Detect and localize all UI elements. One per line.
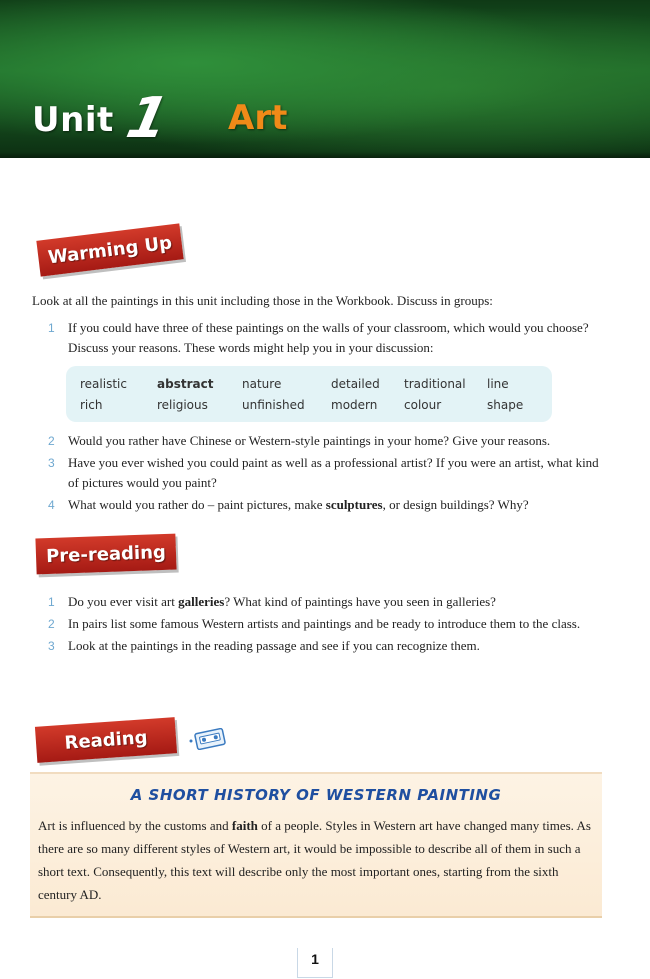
list-item: [48, 431, 600, 451]
question-text: Have you ever wished you could paint as well as a professional artist? If you were an artist, what kind of pictures would you paint?: [68, 455, 599, 490]
warming-up-intro: Look at all the paintings in this unit including those in the Workbook. Discuss in groups:: [32, 293, 493, 308]
vocab-word: colour: [404, 398, 442, 412]
unit-title: Art: [228, 98, 288, 138]
question-text: If you could have three of these paintings on the walls of your classroom, which would you choose? Discuss your reasons. These words might help you in your discussion:: [68, 320, 589, 355]
warming-up-question-1: [48, 318, 600, 360]
reading-bold-word: faith: [231, 818, 258, 833]
vocab-word: line: [487, 377, 509, 391]
question-bold-word: sculptures: [325, 497, 383, 512]
vocabulary-box: [66, 366, 552, 422]
list-item: [48, 614, 600, 634]
list-item: [48, 495, 600, 515]
reading-text-before: Art is influenced by the customs and: [38, 818, 232, 833]
vocab-word: nature: [242, 377, 282, 391]
question-text: Would you rather have Chinese or Western-style paintings in your home? Give your reasons.: [68, 433, 551, 448]
list-item: [48, 453, 600, 493]
vocab-word: rich: [80, 398, 103, 412]
question-text: In pairs list some famous Western artists and paintings and be ready to introduce them to the class.: [68, 616, 581, 631]
question-text: Look at the paintings in the reading passage and see if you can recognize them.: [68, 638, 480, 653]
unit-number: 1: [121, 86, 174, 151]
list-item: [48, 636, 600, 656]
page-number: 1: [297, 948, 333, 978]
reading-text-after: of a people. Styles in Western art have changed many times. As there are so many different styles of Western art, it would be impossible to describe all of them in such a short text. Consequently, this text will describe only the most important ones, starting from the sixth century AD.: [38, 818, 591, 902]
question-number: 2: [48, 434, 55, 448]
cassette-tape-icon: [188, 728, 226, 750]
question-text-before: What would you rather do – paint pictures, make: [68, 497, 326, 512]
vocab-word: abstract: [157, 377, 214, 391]
question-number: 4: [48, 498, 55, 512]
vocab-word: modern: [331, 398, 378, 412]
unit-label: Unit: [32, 100, 114, 140]
warming-up-banner: Warming Up: [36, 223, 183, 276]
question-bold-word: galleries: [178, 594, 225, 609]
vocab-word: realistic: [80, 377, 127, 391]
unit-header: [0, 0, 650, 158]
vocab-word: traditional: [404, 377, 466, 391]
vocab-word: detailed: [331, 377, 380, 391]
reading-banner: Reading: [35, 717, 177, 763]
reading-text: [38, 814, 598, 906]
reading-title: A SHORT HISTORY OF WESTERN PAINTING: [130, 786, 502, 804]
question-number: 3: [48, 639, 55, 653]
question-text-after: ? What kind of paintings have you seen in galleries?: [224, 594, 496, 609]
vocab-word: unfinished: [242, 398, 305, 412]
vocab-word: shape: [487, 398, 524, 412]
question-text-after: , or design buildings? Why?: [382, 497, 529, 512]
list-item: [48, 592, 600, 612]
question-number: 1: [48, 595, 55, 609]
reading-passage-box: [30, 772, 602, 918]
pre-reading-questions: [48, 592, 600, 658]
question-number: 3: [48, 456, 55, 470]
warming-up-questions-rest: [48, 431, 600, 517]
question-number: 2: [48, 617, 55, 631]
vocab-word: religious: [157, 398, 208, 412]
question-number: 1: [48, 321, 55, 335]
question-text-before: Do you ever visit art: [68, 594, 179, 609]
pre-reading-banner: Pre-reading: [35, 534, 176, 575]
